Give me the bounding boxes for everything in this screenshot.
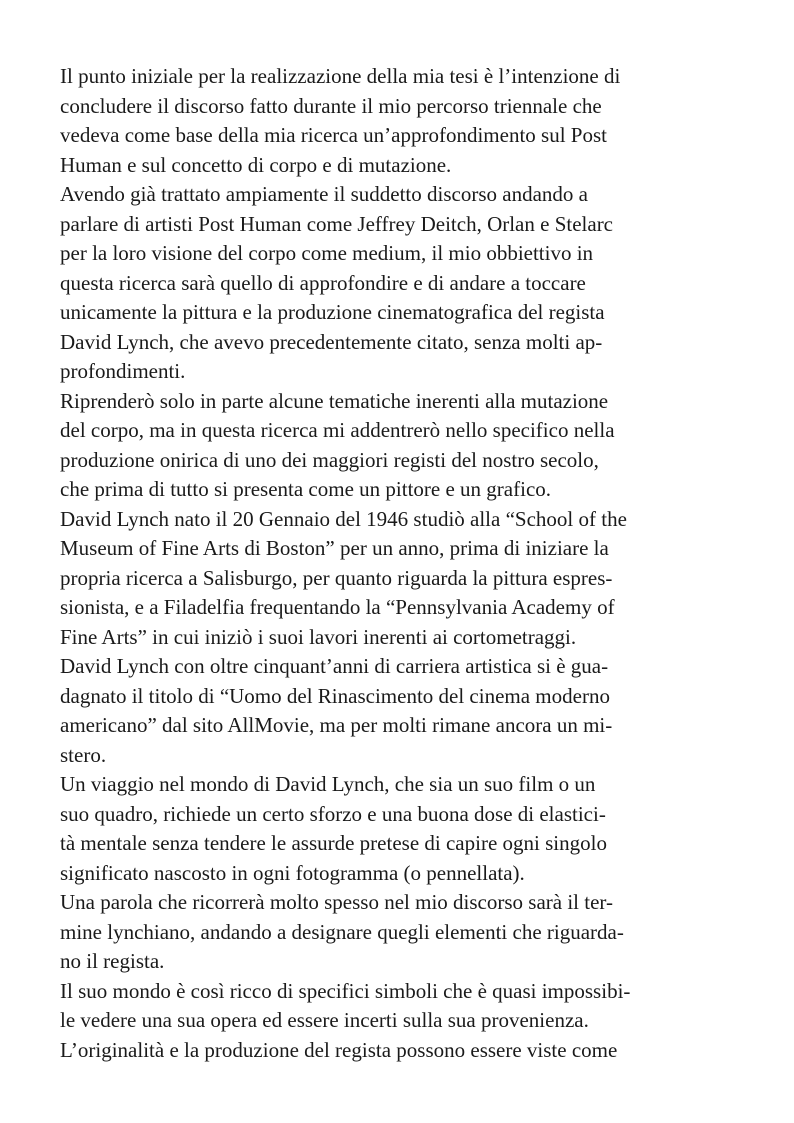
text-line: profondimenti.: [60, 359, 186, 383]
text-line: Avendo già trattato ampiamente il suddetto discorso andando a: [60, 182, 588, 206]
text-line: Museum of Fine Arts di Boston” per un anno, prima di iniziare la: [60, 536, 609, 560]
text-line: unicamente la pittura e la produzione cinematografica del regista: [60, 300, 605, 324]
text-line: le vedere una sua opera ed essere incerti sulla sua provenienza.: [60, 1008, 589, 1032]
text-line: Una parola che ricorrerà molto spesso nel mio discorso sarà il ter-: [60, 890, 613, 914]
text-line: L’originalità e la produzione del regista possono essere viste come: [60, 1037, 618, 1062]
text-line: David Lynch con oltre cinquant’anni di carriera artistica si è gua-: [60, 654, 609, 678]
text-line: Fine Arts” in cui iniziò i suoi lavori inerenti ai cortometraggi.: [60, 624, 577, 649]
text-line: Human e sul concetto di corpo e di mutazione.: [60, 152, 452, 177]
text-line: concludere il discorso fatto durante il mio percorso triennale che: [60, 93, 602, 118]
body-text: [60, 62, 710, 1065]
text-line: per la loro visione del corpo come medium, il mio obbiettivo in: [60, 241, 594, 265]
text-line: significato nascosto in ogni fotogramma (o pennellata).: [60, 860, 525, 885]
text-line: David Lynch nato il 20 Gennaio del 1946 studiò alla “School of the: [60, 506, 627, 531]
text-line: americano” dal sito AllMovie, ma per molti rimane ancora un mi-: [60, 713, 613, 737]
text-line: David Lynch, che avevo precedentemente citato, senza molti ap-: [60, 329, 603, 354]
text-line: propria ricerca a Salisburgo, per quanto riguarda la pittura espres-: [60, 565, 613, 590]
text-line: questa ricerca sarà quello di approfondire e di andare a toccare: [60, 270, 586, 295]
text-line: produzione onirica di uno dei maggiori registi del nostro secolo,: [60, 447, 599, 472]
text-line: Un viaggio nel mondo di David Lynch, che sia un suo film o un: [60, 772, 596, 796]
text-line: mine lynchiano, andando a designare quegli elementi che riguarda-: [60, 919, 624, 944]
text-line: vedeva come base della mia ricerca un’approfondimento sul Post: [60, 123, 607, 147]
text-line: Il suo mondo è così ricco di specifici simboli che è quasi impossibi-: [60, 978, 631, 1003]
text-line: Il punto iniziale per la realizzazione della mia tesi è l’intenzione di: [60, 64, 621, 88]
text-line: no il regista.: [60, 949, 165, 973]
text-line: tà mentale senza tendere le assurde pretese di capire ogni singolo: [60, 831, 607, 855]
text-line: suo quadro, richiede un certo sforzo e una buona dose di elastici-: [60, 801, 606, 826]
text-line: che prima di tutto si presenta come un pittore e un grafico.: [60, 477, 552, 501]
text-line: del corpo, ma in questa ricerca mi addentrerò nello specifico nella: [60, 418, 615, 442]
text-line: sionista, e a Filadelfia frequentando la “Pennsylvania Academy of: [60, 595, 615, 619]
text-line: stero.: [60, 742, 107, 767]
text-line: parlare di artisti Post Human come Jeffrey Deitch, Orlan e Stelarc: [60, 211, 614, 236]
text-line: Riprenderò solo in parte alcune tematiche inerenti alla mutazione: [60, 388, 609, 413]
text-line: dagnato il titolo di “Uomo del Rinascimento del cinema moderno: [60, 683, 610, 708]
